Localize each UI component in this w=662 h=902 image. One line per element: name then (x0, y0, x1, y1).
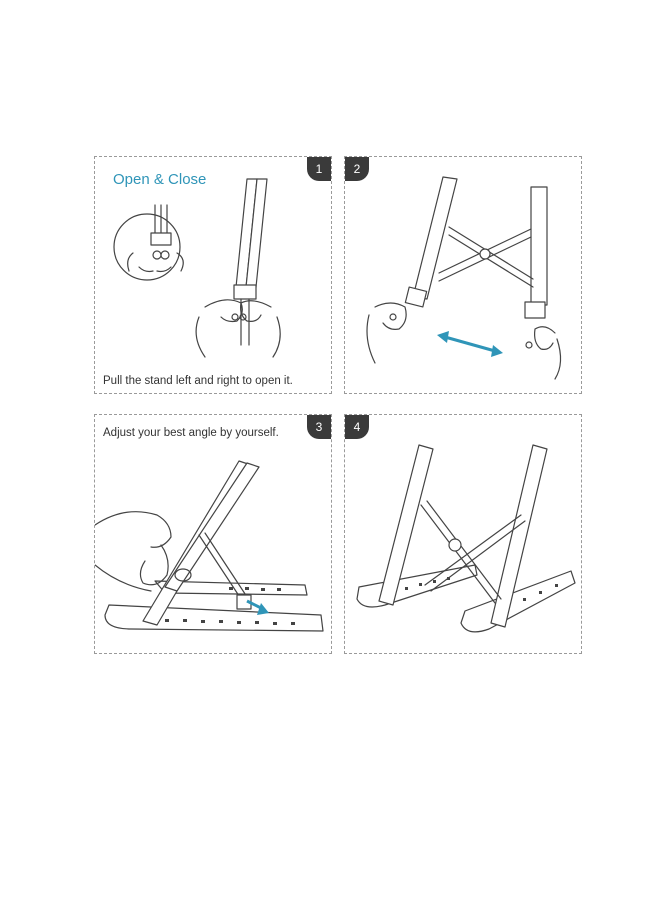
step-panel-1 (94, 156, 332, 394)
step-number-badge: 2 (345, 157, 369, 181)
tilted-stand-bars (143, 461, 259, 625)
folded-stand-bars (234, 179, 267, 345)
step-number-badge: 4 (345, 415, 369, 439)
illustration-stand-folded (95, 157, 332, 394)
zoom-detail-hinge (128, 205, 184, 272)
step-caption: Pull the stand left and right to open it. (103, 375, 293, 387)
hand-illustration (95, 512, 191, 591)
step-caption: Adjust your best angle by yourself. (103, 427, 279, 439)
illustration-angle-adjust (95, 415, 332, 654)
step-panel-2 (344, 156, 582, 394)
step-panel-3 (94, 414, 332, 654)
step-number-badge: 1 (307, 157, 331, 181)
hands-illustration (196, 300, 280, 357)
right-stand-bar (525, 187, 547, 318)
step-panel-4 (344, 414, 582, 654)
illustration-stand-opening (345, 157, 582, 394)
cross-brace (439, 227, 533, 287)
illustration-stand-open (345, 415, 582, 654)
double-arrow-icon (437, 331, 503, 357)
left-stand-bar (405, 177, 457, 307)
base-plates (105, 581, 323, 631)
step-title: Open & Close (113, 171, 207, 188)
step-number-badge: 3 (307, 415, 331, 439)
